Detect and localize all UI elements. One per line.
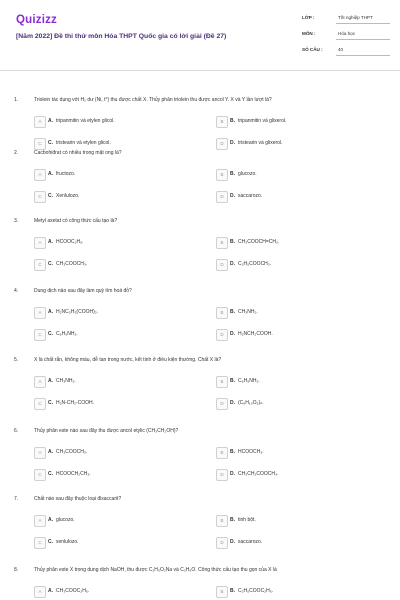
option-checkbox[interactable]: A	[34, 586, 46, 598]
option-letter: A.	[48, 378, 53, 384]
answer-option-d[interactable]	[216, 138, 366, 150]
question-number: 4.	[14, 288, 19, 294]
option-letter: D.	[230, 193, 235, 199]
option-letter: C.	[48, 400, 53, 406]
option-text: CH₃COOCH₃.	[56, 449, 88, 455]
option-text: C₂H₅COOC₂H₅.	[238, 588, 274, 594]
answer-option-c[interactable]	[34, 259, 184, 271]
answer-option-b[interactable]	[216, 515, 366, 527]
answer-option-a[interactable]	[34, 376, 184, 388]
option-text: Xenlulozo.	[56, 193, 80, 199]
answer-option-b[interactable]	[216, 307, 366, 319]
option-letter: B.	[230, 239, 235, 245]
option-text: glucozo.	[238, 171, 257, 177]
meta-row-subject	[302, 30, 390, 46]
option-text: (C₆H₁₀O₅)ₙ.	[238, 400, 264, 406]
option-checkbox[interactable]: D	[216, 329, 228, 341]
page-title: [Năm 2022] Đề thi thử môn Hóa THPT Quốc gia có lời giải (Đề 27)	[16, 33, 227, 40]
option-text: HCOOCH₂CH₃.	[56, 471, 91, 477]
option-checkbox[interactable]: B	[216, 237, 228, 249]
question-text: X là chất rắn, không màu, dễ tan trong nước, kết tinh ở điều kiện thường. Chất X là?	[34, 357, 222, 363]
option-letter: C.	[48, 331, 53, 337]
answer-option-c[interactable]	[34, 138, 184, 150]
worksheet-meta	[302, 14, 390, 62]
option-text: HCOOCH₃.	[238, 449, 264, 455]
question-number: 3.	[14, 218, 19, 224]
option-checkbox[interactable]: C	[34, 329, 46, 341]
option-text: C₂H₅COOCH₃.	[238, 261, 272, 267]
option-letter: C.	[48, 261, 53, 267]
meta-underline	[336, 23, 390, 24]
option-text: C₆H₅NH₂.	[56, 331, 78, 337]
option-letter: D.	[230, 471, 235, 477]
meta-row-class	[302, 14, 390, 30]
answer-option-b[interactable]	[216, 376, 366, 388]
option-letter: A.	[48, 118, 53, 124]
option-checkbox[interactable]: D	[216, 138, 228, 150]
answer-option-c[interactable]	[34, 191, 184, 203]
option-checkbox[interactable]: D	[216, 398, 228, 410]
option-text: CH₃COOCH₃.	[56, 261, 88, 267]
option-letter: B.	[230, 588, 235, 594]
option-letter: B.	[230, 118, 235, 124]
option-text: tripanmitin và glixerol.	[238, 118, 287, 124]
option-text: HCOOC₂H₅.	[56, 239, 84, 245]
answer-option-d[interactable]	[216, 259, 366, 271]
option-letter: A.	[48, 171, 53, 177]
option-letter: A.	[48, 309, 53, 315]
option-checkbox[interactable]: C	[34, 469, 46, 481]
answer-option-a[interactable]	[34, 447, 184, 459]
meta-label: MÔN :	[302, 31, 316, 36]
answer-option-b[interactable]	[216, 447, 366, 459]
option-checkbox[interactable]: A	[34, 447, 46, 459]
option-checkbox[interactable]: D	[216, 259, 228, 271]
option-text: tristearin và etylen glicol.	[56, 140, 111, 146]
option-checkbox[interactable]: B	[216, 116, 228, 128]
option-checkbox[interactable]: A	[34, 376, 46, 388]
question-text: Thủy phân este nào sau đây thu được ancol etylic (CH₃CH₂OH)?	[34, 428, 179, 434]
option-letter: A.	[48, 449, 53, 455]
answer-option-d[interactable]	[216, 398, 366, 410]
option-checkbox[interactable]: C	[34, 191, 46, 203]
option-checkbox[interactable]: A	[34, 237, 46, 249]
option-letter: D.	[230, 400, 235, 406]
meta-value: Tốt nghiệp THPT	[338, 15, 373, 20]
option-checkbox[interactable]: C	[34, 259, 46, 271]
question-text: Triolein tác dụng với H₂ dư (Ni, t°) thu được chất X. Thủy phân triolein thu được ancol Y. X và Y lần lượt là?	[34, 97, 272, 103]
option-checkbox[interactable]: D	[216, 469, 228, 481]
answer-option-d[interactable]	[216, 329, 366, 341]
answer-option-a[interactable]	[34, 237, 184, 249]
option-text: xenlulozo.	[56, 539, 79, 545]
option-letter: C.	[48, 140, 53, 146]
option-letter: B.	[230, 309, 235, 315]
answer-option-d[interactable]	[216, 469, 366, 481]
answer-option-c[interactable]	[34, 469, 184, 481]
option-checkbox[interactable]: B	[216, 447, 228, 459]
option-text: CH₃COOC₂H₅.	[56, 588, 90, 594]
answer-option-b[interactable]	[216, 116, 366, 128]
answer-option-b[interactable]	[216, 237, 366, 249]
question-number: 5.	[14, 357, 19, 363]
option-checkbox[interactable]: A	[34, 116, 46, 128]
question-number: 8.	[14, 567, 19, 573]
meta-label: SỐ CÂU :	[302, 47, 323, 52]
option-text: CH₃CH₂COOCH₃.	[238, 471, 279, 477]
answer-option-a[interactable]	[34, 169, 184, 181]
option-text: glucozo.	[56, 517, 75, 523]
header-divider	[0, 70, 400, 71]
question-text: Metyl axetat có công thức cấu tạo là?	[34, 218, 118, 224]
option-letter: B.	[230, 378, 235, 384]
option-text: H₂NC₃H₅(COOH)₂.	[56, 309, 99, 315]
option-letter: A.	[48, 239, 53, 245]
answer-option-a[interactable]	[34, 116, 184, 128]
option-checkbox[interactable]: C	[34, 138, 46, 150]
option-text: tristearin và glixerol.	[238, 140, 283, 146]
answer-option-b[interactable]	[216, 169, 366, 181]
option-text: CH₃NH₂.	[238, 309, 258, 315]
option-text: C₆H₅NH₂.	[238, 378, 260, 384]
option-letter: C.	[48, 193, 53, 199]
answer-option-d[interactable]	[216, 191, 366, 203]
option-text: tinh bột.	[238, 517, 256, 523]
option-text: CH₃COOCH=CH₂.	[238, 239, 280, 245]
option-checkbox[interactable]: B	[216, 515, 228, 527]
option-letter: B.	[230, 517, 235, 523]
answer-option-c[interactable]	[34, 329, 184, 341]
option-checkbox[interactable]: B	[216, 169, 228, 181]
option-letter: A.	[48, 588, 53, 594]
answer-option-a[interactable]	[34, 515, 184, 527]
option-text: H₂N-CH₂-COOH.	[56, 400, 95, 406]
option-letter: C.	[48, 539, 53, 545]
option-text: CH₃NH₂.	[56, 378, 76, 384]
option-checkbox[interactable]: D	[216, 537, 228, 549]
question-number: 1.	[14, 97, 19, 103]
question-number: 2.	[14, 150, 19, 156]
option-text: saccarozo.	[238, 193, 263, 199]
question-text: Thủy phân este X trong dung dịch NaOH, thu được C₂H₃O₂Na và C₂H₆O. Công thức cấu tạo thu gọn của X là	[34, 567, 277, 573]
answer-option-c[interactable]	[34, 398, 184, 410]
meta-underline	[336, 39, 390, 40]
option-text: saccarozo.	[238, 539, 263, 545]
answer-option-a[interactable]	[34, 586, 184, 598]
option-letter: B.	[230, 171, 235, 177]
option-checkbox[interactable]: D	[216, 191, 228, 203]
question-number: 7.	[14, 496, 19, 502]
meta-value: 40	[338, 47, 344, 52]
option-letter: D.	[230, 539, 235, 545]
option-checkbox[interactable]: C	[34, 537, 46, 549]
option-text: fructozo.	[56, 171, 76, 177]
option-checkbox[interactable]: B	[216, 586, 228, 598]
meta-underline	[336, 55, 390, 56]
question-text: Cacbohiđrat có nhiều trong mật ong là?	[34, 150, 122, 156]
answer-option-a[interactable]	[34, 307, 184, 319]
meta-value: Hóa học	[338, 31, 356, 36]
option-letter: C.	[48, 471, 53, 477]
answer-option-d[interactable]	[216, 537, 366, 549]
option-text: tripanmitin và etylen glicol.	[56, 118, 115, 124]
option-letter: D.	[230, 261, 235, 267]
answer-option-b[interactable]	[216, 586, 366, 598]
answer-option-c[interactable]	[34, 537, 184, 549]
meta-label: LỚP :	[302, 15, 315, 20]
option-checkbox[interactable]: A	[34, 169, 46, 181]
option-letter: A.	[48, 517, 53, 523]
quizizz-logo: Quizizz	[16, 14, 58, 26]
option-checkbox[interactable]: A	[34, 515, 46, 527]
question-text: Dung dịch nào sau đây làm quỳ tím hoá đỏ?	[34, 288, 132, 294]
option-text: H₂NCH₂COOH.	[238, 331, 273, 337]
question-text: Chất nào sau đây thuộc loại đisaccarit?	[34, 496, 122, 502]
option-letter: D.	[230, 331, 235, 337]
option-letter: B.	[230, 449, 235, 455]
meta-row-count	[302, 46, 390, 62]
option-checkbox[interactable]: B	[216, 307, 228, 319]
question-number: 6.	[14, 428, 19, 434]
option-checkbox[interactable]: B	[216, 376, 228, 388]
option-checkbox[interactable]: C	[34, 398, 46, 410]
option-letter: D.	[230, 140, 235, 146]
option-checkbox[interactable]: A	[34, 307, 46, 319]
